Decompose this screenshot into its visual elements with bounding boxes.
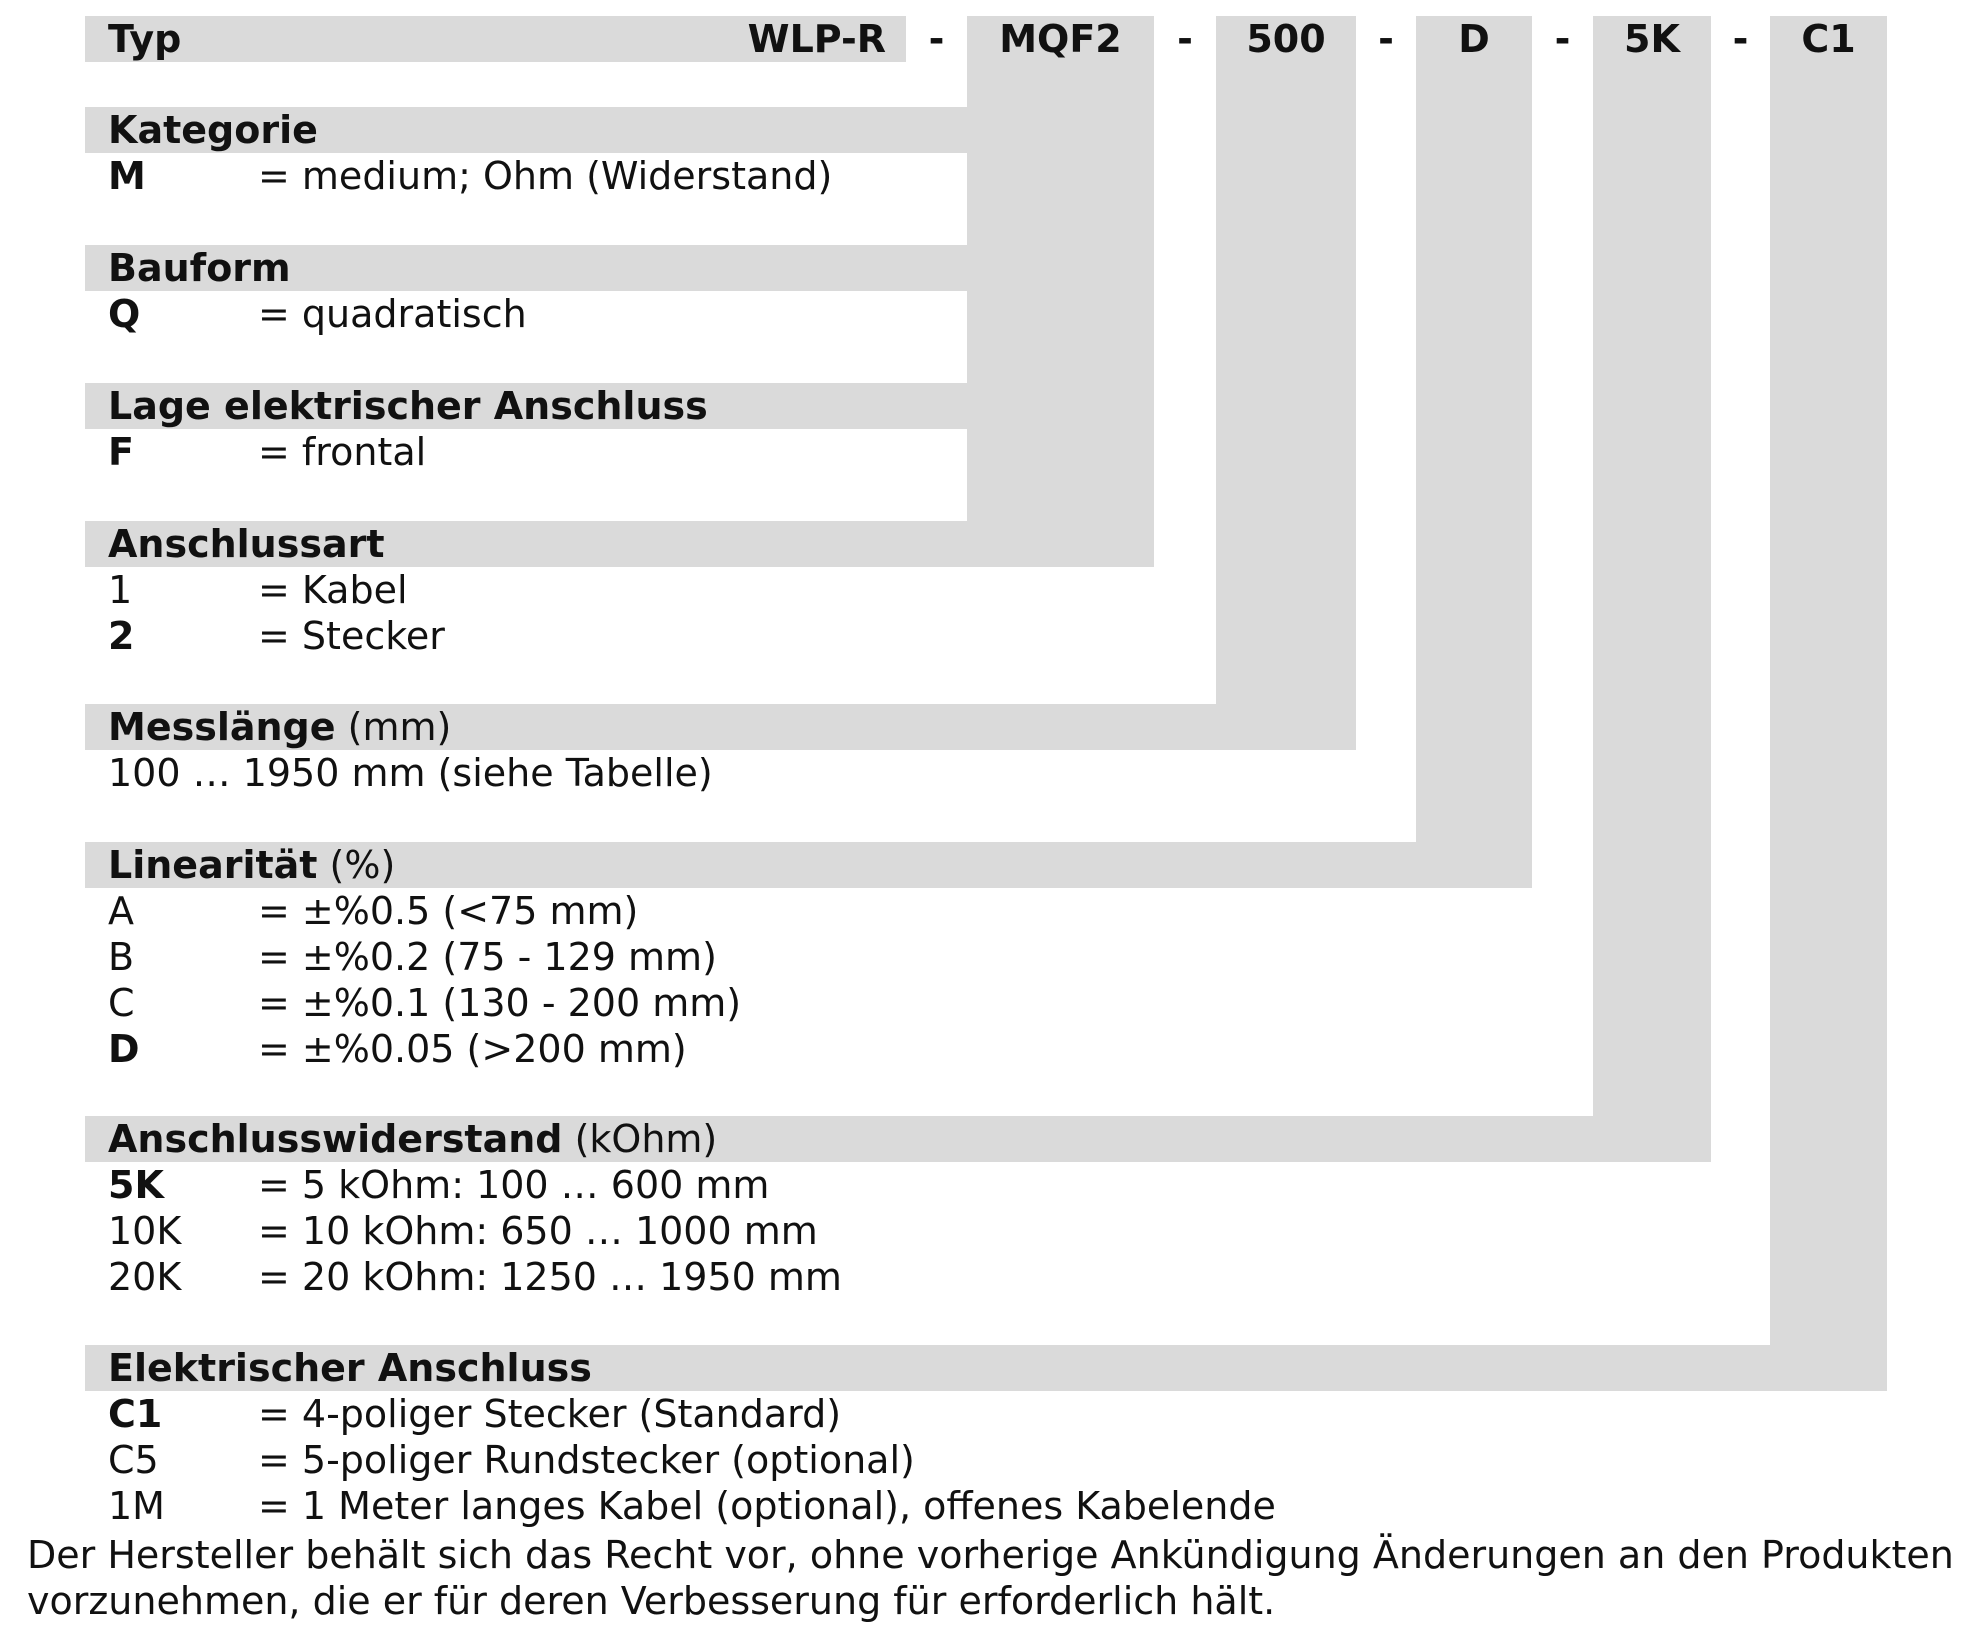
- option-description: 100 … 1950 mm (siehe Tabelle): [108, 751, 713, 795]
- option-code: C: [108, 981, 135, 1025]
- code-separator: -: [1177, 17, 1193, 61]
- code-separator: -: [928, 17, 945, 61]
- option-description: = 10 kOhm: 650 … 1000 mm: [258, 1209, 818, 1253]
- option-description: = Stecker: [258, 614, 445, 658]
- column-c1-bar: [1770, 16, 1887, 1391]
- option-code: 10K: [108, 1209, 182, 1253]
- option-code: 20K: [108, 1255, 182, 1299]
- code-separator: -: [1554, 17, 1571, 61]
- code-segment-wlp-r: WLP-R: [747, 17, 886, 61]
- option-code: B: [108, 935, 135, 979]
- option-description: = 5 kOhm: 100 … 600 mm: [258, 1163, 770, 1207]
- option-code: Q: [108, 292, 141, 336]
- section-title-bauform: Bauform: [108, 246, 291, 290]
- section-title-elektrischer-anschluss: Elektrischer Anschluss: [108, 1346, 592, 1390]
- option-description: = quadratisch: [258, 292, 527, 336]
- section-title-text: Messlänge: [108, 705, 336, 749]
- section-title-lage: Lage elektrischer Anschluss: [108, 384, 708, 428]
- option-code: 1M: [108, 1484, 165, 1528]
- option-description: = ±%0.2 (75 - 129 mm): [258, 935, 717, 979]
- code-separator: -: [1378, 17, 1394, 61]
- option-description: = 5-poliger Rundstecker (optional): [258, 1438, 915, 1482]
- option-description: = ±%0.5 (<75 mm): [258, 889, 639, 933]
- option-description: = ±%0.1 (130 - 200 mm): [258, 981, 742, 1025]
- section-title-text: Linearität: [108, 843, 318, 887]
- option-description: = ±%0.05 (>200 mm): [258, 1027, 687, 1071]
- section-title-kategorie: Kategorie: [108, 108, 318, 152]
- column-500-bar: [1216, 16, 1356, 749]
- option-description: = 20 kOhm: 1250 … 1950 mm: [258, 1255, 842, 1299]
- section-title-messlaenge: [108, 704, 451, 750]
- section-unit: (%): [329, 843, 396, 887]
- option-description: = Kabel: [258, 568, 408, 612]
- code-segment-500: 500: [1246, 17, 1326, 61]
- option-code: F: [108, 430, 134, 474]
- section-title-linearitaet: [108, 842, 395, 888]
- option-description: = frontal: [258, 430, 427, 474]
- disclaimer-line: vorzunehmen, die er für deren Verbesserung für erforderlich hält.: [27, 1579, 1276, 1623]
- option-code: 2: [108, 614, 135, 658]
- section-title-anschlussart: Anschlussart: [108, 522, 385, 566]
- disclaimer-line: Der Hersteller behält sich das Recht vor, ohne vorherige Ankündigung Änderungen an den Produkten: [27, 1533, 1954, 1577]
- type-label: Typ: [108, 17, 182, 61]
- option-code: D: [108, 1027, 140, 1071]
- option-code: 5K: [108, 1163, 164, 1207]
- option-code: M: [108, 154, 146, 198]
- code-separator: -: [1732, 17, 1749, 61]
- section-title-anschlusswiderstand: [108, 1116, 717, 1162]
- section-unit: (kOhm): [574, 1117, 718, 1161]
- option-description: = 4-poliger Stecker (Standard): [258, 1392, 842, 1436]
- column-5k-bar: [1593, 16, 1711, 1161]
- option-description: = 1 Meter langes Kabel (optional), offenes Kabelende: [258, 1484, 1276, 1528]
- column-mqf2-bar: [967, 16, 1154, 566]
- code-segment-mqf2: MQF2: [999, 17, 1122, 61]
- option-code: C1: [108, 1392, 163, 1436]
- section-unit: (mm): [347, 705, 452, 749]
- code-segment-d: D: [1458, 17, 1490, 61]
- section-title-text: Anschlusswiderstand: [108, 1117, 563, 1161]
- column-d-bar: [1416, 16, 1532, 886]
- option-code: A: [108, 889, 134, 933]
- code-segment-5k: 5K: [1624, 17, 1680, 61]
- option-code: C5: [108, 1438, 159, 1482]
- disclaimer-note: [27, 1532, 1957, 1624]
- option-code: 1: [108, 568, 133, 612]
- code-segment-c1: C1: [1801, 17, 1856, 61]
- option-description: = medium; Ohm (Widerstand): [258, 154, 833, 198]
